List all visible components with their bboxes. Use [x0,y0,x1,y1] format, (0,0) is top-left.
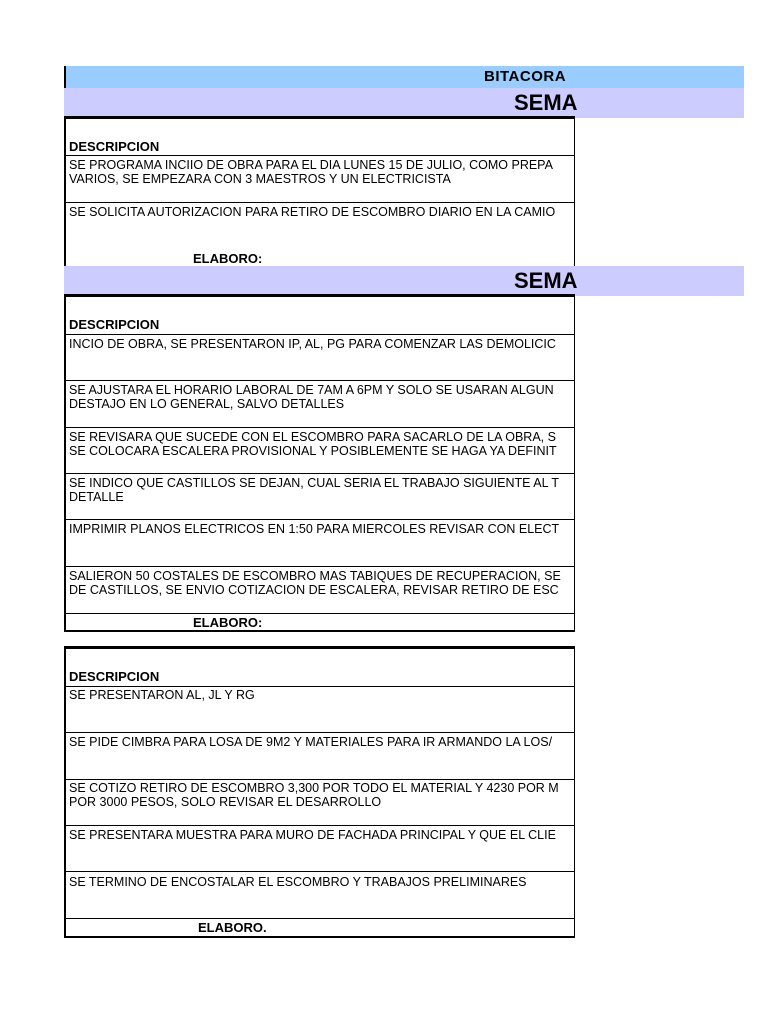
row-divider [66,202,574,203]
row-divider [66,613,574,614]
signature-label: ELABORO. [198,920,267,935]
signature-label: ELABORO: [193,251,263,266]
row-divider [66,918,574,919]
week-label-1: SEMA [514,90,578,115]
row-divider [66,732,574,733]
row-divider [66,871,574,872]
description-header: DESCRIPCION [69,669,160,684]
log-section-3 [64,646,575,938]
log-entry: SE PIDE CIMBRA PARA LOSA DE 9M2 Y MATERIALES PARA IR ARMANDO LA LOS/ [69,735,553,749]
row-divider [66,155,574,156]
row-divider [66,779,574,780]
log-entry: SE COTIZO RETIRO DE ESCOMBRO 3,300 POR TODO EL MATERIAL Y 4230 POR M POR 3000 PESOS, SOLO REVISAR EL DESARROLLO [69,781,559,809]
log-section-2 [64,294,575,632]
description-header: DESCRIPCION [69,317,160,332]
log-entry: SE REVISARA QUE SUCEDE CON EL ESCOMBRO PARA SACARLO DE LA OBRA, S SE COLOCARA ESCALERA PROVISIONAL Y POSIBLEMENTE SE HAGA YA DEFINIT [69,430,557,458]
log-entry: SE TERMINO DE ENCOSTALAR EL ESCOMBRO Y TRABAJOS PRELIMINARES [69,875,527,889]
row-divider [66,473,574,474]
row-divider [66,380,574,381]
log-entry: SE SOLICITA AUTORIZACION PARA RETIRO DE ESCOMBRO DIARIO EN LA CAMIO [69,205,556,219]
log-entry: SE PRESENTARON AL, JL Y RG [69,688,255,702]
row-divider [66,519,574,520]
log-section-1 [64,116,575,268]
week-band-2 [64,266,744,296]
log-entry: SALIERON 50 COSTALES DE ESCOMBRO MAS TABIQUES DE RECUPERACION, SE DE CASTILLOS, SE ENVIO COTIZACION DE ESCALERA, REVISAR RETIRO DE ESC [69,569,561,597]
row-divider [66,334,574,335]
log-entry: INCIO DE OBRA, SE PRESENTARON IP, AL, PG PARA COMENZAR LAS DEMOLICIC [69,337,556,351]
log-entry: SE INDICO QUE CASTILLOS SE DEJAN, CUAL SERIA EL TRABAJO SIGUIENTE AL T DETALLE [69,476,559,504]
row-divider [66,825,574,826]
week-band-1 [64,88,744,118]
log-entry: SE PROGRAMA INCIIO DE OBRA PARA EL DIA LUNES 15 DE JULIO, COMO PREPA VARIOS, SE EMPEZARA CON 3 MAESTROS Y UN ELECTRICISTA [69,158,553,186]
log-entry: IMPRIMIR PLANOS ELECTRICOS EN 1:50 PARA MIERCOLES REVISAR CON ELECT [69,522,560,536]
row-divider [66,566,574,567]
log-entry: SE PRESENTARA MUESTRA PARA MURO DE FACHADA PRINCIPAL Y QUE EL CLIE [69,828,556,842]
row-divider [66,686,574,687]
row-divider [66,427,574,428]
signature-label: ELABORO: [193,615,263,630]
description-header: DESCRIPCION [69,139,160,154]
log-title: BITACORA [484,68,567,85]
log-entry: SE AJUSTARA EL HORARIO LABORAL DE 7AM A 6PM Y SOLO SE USARAN ALGUN DESTAJO EN LO GENERAL, SALVO DETALLES [69,383,554,411]
title-band [64,66,744,88]
week-label-2: SEMA [514,268,578,293]
